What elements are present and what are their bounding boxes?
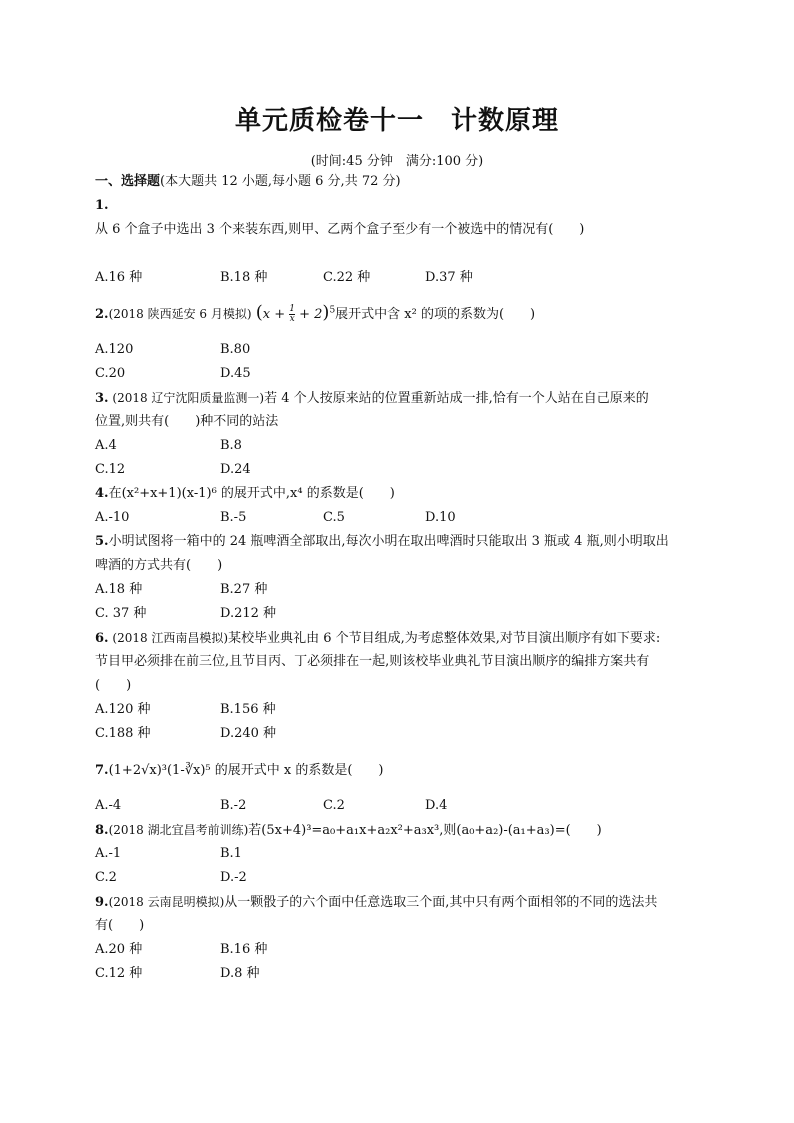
q3-option-c: C.12 (95, 462, 126, 477)
q9-option-a: A.20 种 (95, 942, 143, 957)
page-title: 单元质检卷十一 计数原理 (234, 106, 559, 136)
question-5-text-cont: 啤酒的方式共有( ) (95, 558, 223, 573)
q2-option-a: A.120 (95, 342, 134, 357)
question-2-source: (2018 陕西延安 6 月模拟) (108, 307, 252, 321)
question-3-text: 3. (2018 辽宁沈阳质量监测一)若 4 个人按原来站的位置重新站成一排,恰有一个人站在自己原来的 (95, 391, 649, 406)
q5-option-a: A.18 种 (95, 582, 143, 597)
q4-option-c: C.5 (323, 510, 345, 525)
q5-option-c: C. 37 种 (95, 606, 147, 621)
q3-option-b: B.8 (220, 438, 242, 453)
q1-option-c: C.22 种 (323, 270, 371, 285)
q8-option-a: A.-1 (95, 846, 122, 861)
q5-option-d: D.212 种 (220, 606, 277, 621)
q7-option-a: A.-4 (95, 798, 122, 813)
q3-option-a: A.4 (95, 438, 117, 453)
q2-option-d: D.45 (220, 366, 251, 381)
question-6-source: (2018 江西南昌模拟) (108, 631, 229, 645)
question-9-text: 9.(2018 云南昆明模拟)从一颗骰子的六个面中任意选取三个面,其中只有两个面相邻的不同的选法共 (95, 895, 658, 910)
q6-option-c: C.188 种 (95, 726, 151, 741)
question-1-text: 从 6 个盒子中选出 3 个来装东西,则甲、乙两个盒子至少有一个被选中的情况有( ) (95, 222, 585, 237)
q8-option-b: B.1 (220, 846, 242, 861)
q7-option-d: D.4 (425, 798, 448, 813)
q1-option-d: D.37 种 (425, 270, 473, 285)
q1-option-a: A.16 种 (95, 270, 143, 285)
question-4-text: 4.在(x²+x+1)(x-1)⁶ 的展开式中,x⁴ 的系数是( ) (95, 486, 395, 501)
question-1-number: 1. (95, 198, 109, 213)
question-3-text-cont: 位置,则共有( )种不同的站法 (95, 414, 279, 429)
question-9-text-cont: 有( ) (95, 918, 145, 933)
q6-option-d: D.240 种 (220, 726, 277, 741)
question-3-source: (2018 辽宁沈阳质量监测一) (108, 391, 265, 405)
q4-option-b: B.-5 (220, 510, 247, 525)
q2-option-c: C.20 (95, 366, 126, 381)
q9-option-d: D.8 种 (220, 966, 260, 981)
question-2-text: 2.(2018 陕西延安 6 月模拟) (x + $\frac{1}{x}$ + 2)$^5$展开式中含 x² 的项的系数为( ) (95, 302, 536, 324)
q9-option-b: B.16 种 (220, 942, 268, 957)
q4-option-d: D.10 (425, 510, 456, 525)
section-heading (95, 173, 401, 191)
exam-info: (时间:45 分钟 满分:100 分) (310, 154, 484, 169)
q1-option-b: B.18 种 (220, 270, 268, 285)
q6-option-a: A.120 种 (95, 702, 151, 717)
q6-option-b: B.156 种 (220, 702, 276, 717)
binomial-expression: (x + $\frac{1}{x}$ + 2)$^5$ (255, 302, 336, 324)
q7-option-c: C.2 (323, 798, 345, 813)
question-8-text: 8.(2018 湖北宜昌考前训练)若(5x+4)³=a₀+a₁x+a₂x²+a₃x³,则(a₀+a₂)-(a₁+a₃)=( ) (95, 823, 602, 838)
section-detail: (本大题共 12 小题,每小题 6 分,共 72 分) (160, 174, 401, 189)
question-6-text-cont: 节目甲必须排在前三位,且节目丙、丁必须排在一起,则该校毕业典礼节目演出顺序的编排方案共有 (95, 654, 650, 669)
section-title: 一、选择题 (95, 174, 161, 189)
q8-option-c: C.2 (95, 870, 117, 885)
q4-option-a: A.-10 (95, 510, 130, 525)
question-8-source: (2018 湖北宜昌考前训练) (108, 823, 249, 837)
q7-option-b: B.-2 (220, 798, 247, 813)
question-6-answer-blank: ( ) (95, 678, 132, 693)
question-5-text: 5.小明试图将一箱中的 24 瓶啤酒全部取出,每次小明在取出啤酒时只能取出 3 瓶或 4 瓶,则小明取出 (95, 534, 669, 549)
question-7-text: 7.(1+2√x)³(1-∛x)⁵ 的展开式中 x 的系数是( ) (95, 763, 384, 778)
q3-option-d: D.24 (220, 462, 251, 477)
q8-option-d: D.-2 (220, 870, 247, 885)
q2-option-b: B.80 (220, 342, 251, 357)
q5-option-b: B.27 种 (220, 582, 268, 597)
question-6-text: 6. (2018 江西南昌模拟)某校毕业典礼由 6 个节目组成,为考虑整体效果,对节目演出顺序有如下要求: (95, 631, 661, 646)
q9-option-c: C.12 种 (95, 966, 143, 981)
question-9-source: (2018 云南昆明模拟) (108, 895, 225, 909)
